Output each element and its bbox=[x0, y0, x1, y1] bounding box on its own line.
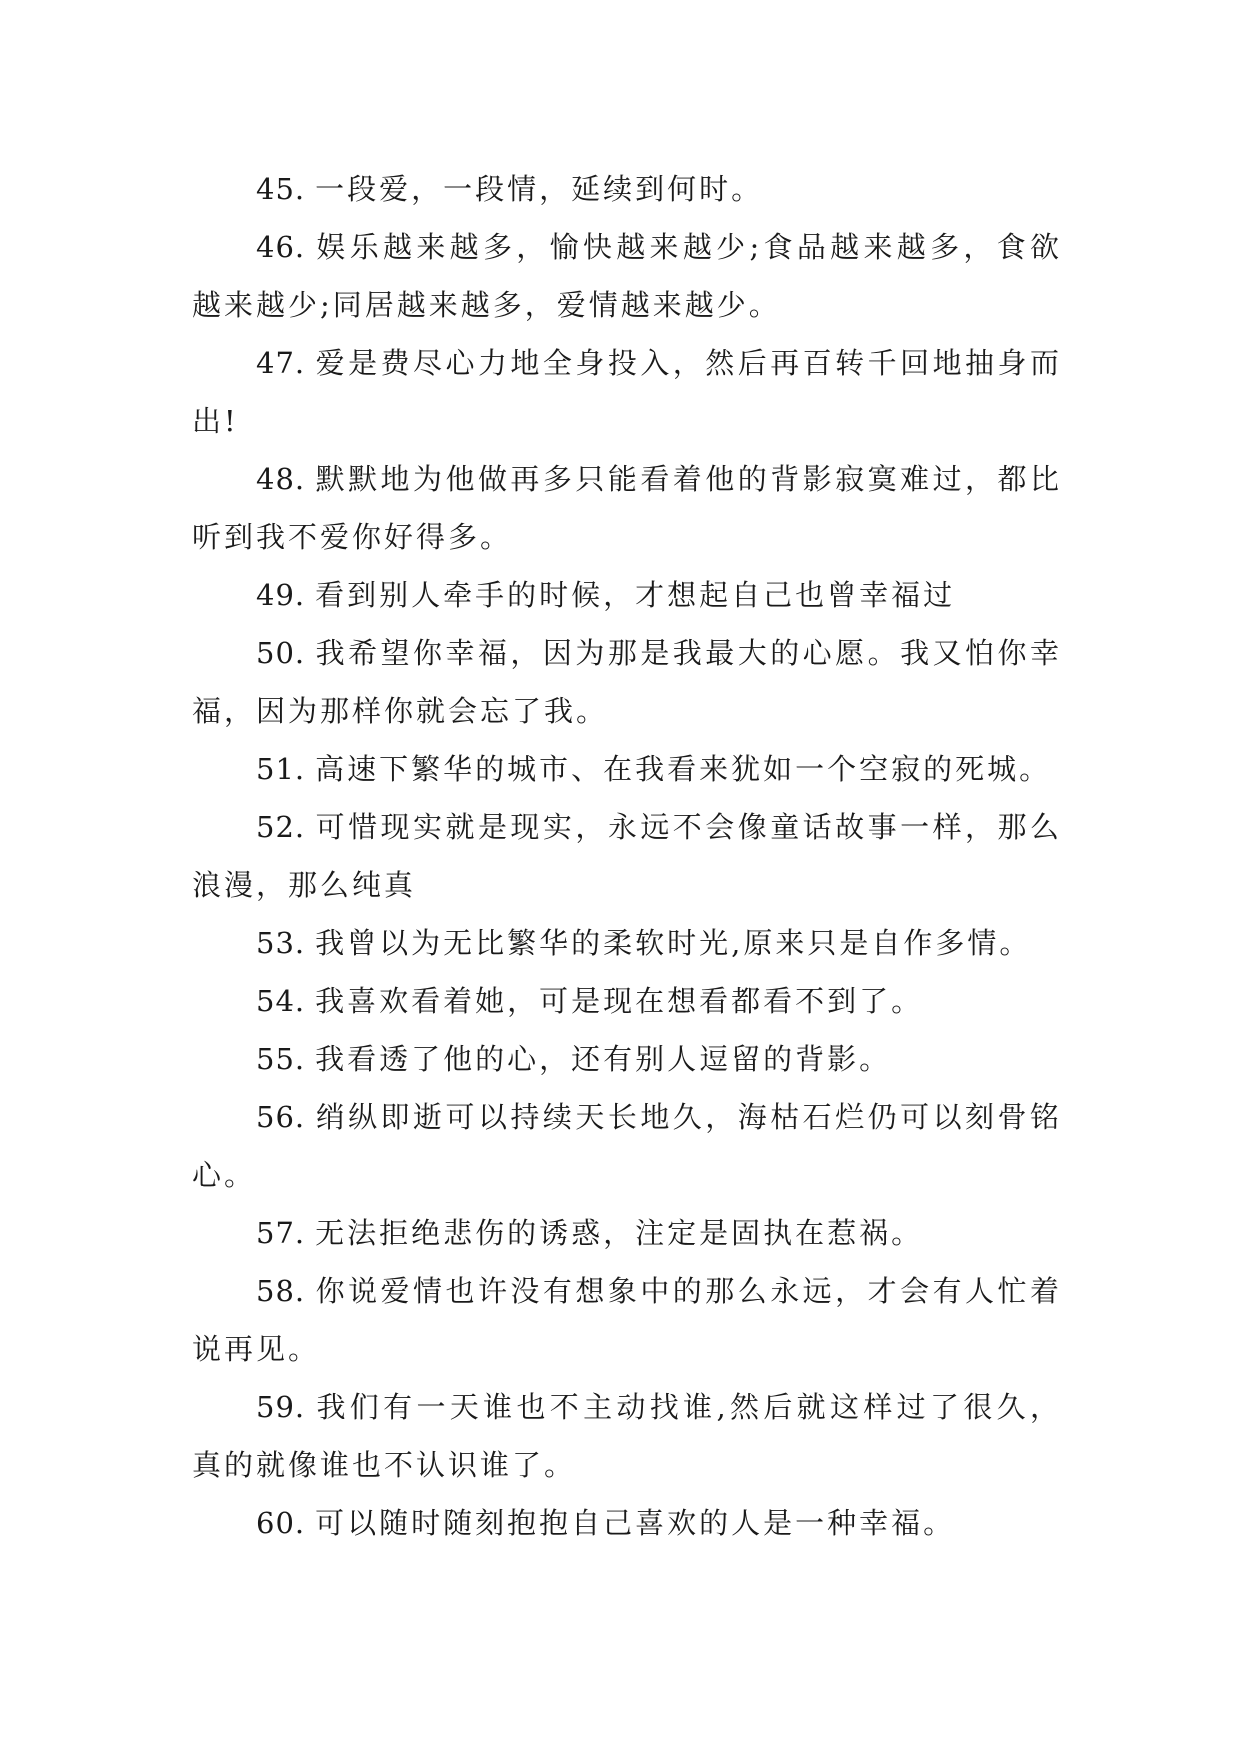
list-item bbox=[192, 914, 1062, 972]
list-item bbox=[192, 740, 1062, 798]
list-item bbox=[192, 1378, 1062, 1494]
item-number: 48. bbox=[256, 462, 306, 496]
item-number: 45. bbox=[256, 172, 306, 206]
list-item bbox=[192, 1088, 1062, 1204]
list-item bbox=[192, 1204, 1062, 1262]
list-item bbox=[192, 160, 1062, 218]
item-text: 看到别人牵手的时候，才想起自己也曾幸福过 bbox=[315, 578, 956, 612]
item-number: 46. bbox=[256, 230, 306, 264]
item-text: 一段爱，一段情，延续到何时。 bbox=[315, 172, 764, 206]
list-item bbox=[192, 624, 1062, 740]
item-number: 59. bbox=[256, 1390, 306, 1424]
item-number: 54. bbox=[256, 984, 306, 1018]
item-text: 娱乐越来越多，愉快越来越少;食品越来越多，食欲越来越少;同居越来越多，爱情越来越少。 bbox=[192, 230, 1062, 322]
item-number: 56. bbox=[256, 1100, 306, 1134]
item-text: 无法拒绝悲伤的诱惑，注定是固执在惹祸。 bbox=[315, 1216, 924, 1250]
list-item bbox=[192, 1262, 1062, 1378]
item-number: 58. bbox=[256, 1274, 306, 1308]
item-number: 55. bbox=[256, 1042, 306, 1076]
item-text: 爱是费尽心力地全身投入，然后再百转千回地抽身而出! bbox=[192, 346, 1062, 438]
list-item bbox=[192, 798, 1062, 914]
item-text: 你说爱情也许没有想象中的那么永远，才会有人忙着说再见。 bbox=[192, 1274, 1062, 1366]
item-text: 我喜欢看着她，可是现在想看都看不到了。 bbox=[315, 984, 924, 1018]
quote-list bbox=[192, 160, 1062, 1552]
item-text: 可惜现实就是现实，永远不会像童话故事一样，那么浪漫，那么纯真 bbox=[192, 810, 1062, 902]
item-number: 49. bbox=[256, 578, 306, 612]
item-number: 52. bbox=[256, 810, 306, 844]
item-number: 50. bbox=[256, 636, 306, 670]
list-item bbox=[192, 218, 1062, 334]
item-text: 我希望你幸福，因为那是我最大的心愿。我又怕你幸福，因为那样你就会忘了我。 bbox=[192, 636, 1062, 728]
item-text: 我看透了他的心，还有别人逗留的背影。 bbox=[315, 1042, 892, 1076]
item-number: 47. bbox=[256, 346, 306, 380]
item-text: 高速下繁华的城市、在我看来犹如一个空寂的死城。 bbox=[315, 752, 1052, 786]
item-number: 57. bbox=[256, 1216, 306, 1250]
list-item bbox=[192, 1030, 1062, 1088]
item-text: 可以随时随刻抱抱自己喜欢的人是一种幸福。 bbox=[315, 1506, 956, 1540]
list-item bbox=[192, 1494, 1062, 1552]
item-text: 默默地为他做再多只能看着他的背影寂寞难过，都比听到我不爱你好得多。 bbox=[192, 462, 1062, 554]
item-number: 53. bbox=[256, 926, 306, 960]
list-item bbox=[192, 450, 1062, 566]
item-number: 51. bbox=[256, 752, 306, 786]
item-text: 我曾以为无比繁华的柔软时光,原来只是自作多情。 bbox=[315, 926, 1032, 960]
item-number: 60. bbox=[256, 1506, 306, 1540]
list-item bbox=[192, 334, 1062, 450]
list-item bbox=[192, 566, 1062, 624]
item-text: 我们有一天谁也不主动找谁,然后就这样过了很久，真的就像谁也不认识谁了。 bbox=[192, 1390, 1062, 1482]
list-item bbox=[192, 972, 1062, 1030]
item-text: 绡纵即逝可以持续天长地久，海枯石烂仍可以刻骨铭心。 bbox=[192, 1100, 1062, 1192]
